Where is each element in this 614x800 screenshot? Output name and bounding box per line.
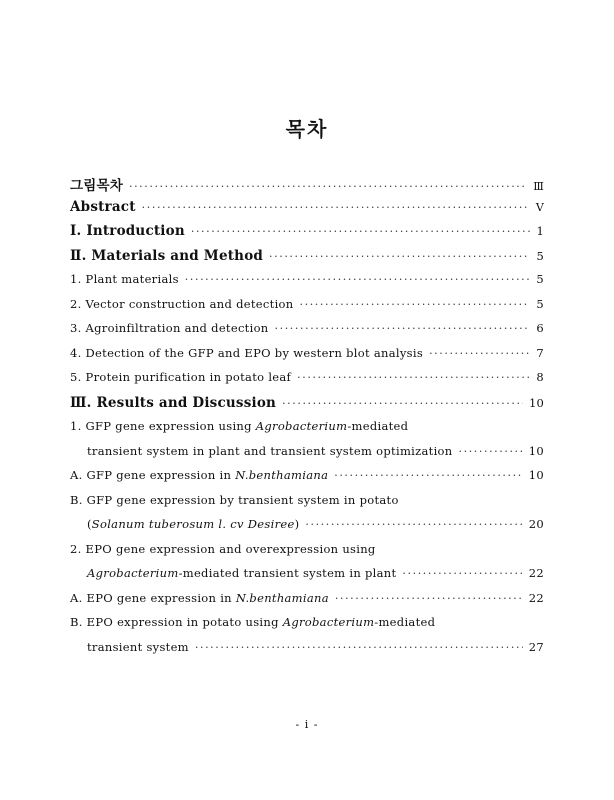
dot-leader bbox=[297, 371, 530, 384]
table-of-contents bbox=[70, 174, 544, 664]
toc-entry-epo-expression-line1[interactable] bbox=[70, 542, 544, 567]
toc-entry-gfp-nbenthamiana[interactable] bbox=[70, 468, 544, 493]
toc-entry-results-discussion[interactable] bbox=[70, 395, 544, 420]
dot-leader bbox=[305, 518, 522, 531]
dot-leader bbox=[282, 397, 523, 410]
dot-leader bbox=[142, 201, 530, 214]
toc-entry-label: 3. Agroinfiltration and detection bbox=[70, 321, 269, 335]
dot-leader bbox=[185, 273, 531, 286]
toc-entry-plant-materials[interactable] bbox=[70, 272, 544, 297]
toc-entry-label: 4. Detection of the GFP and EPO by western blot analysis bbox=[70, 345, 424, 360]
toc-entry-figure-list[interactable] bbox=[70, 174, 544, 199]
dot-leader bbox=[334, 469, 523, 482]
toc-entry-gfp-expression-line1[interactable] bbox=[70, 419, 544, 444]
dot-leader bbox=[129, 180, 527, 193]
dot-leader bbox=[429, 347, 530, 360]
toc-page-number: 20 bbox=[528, 517, 544, 531]
toc-entry-label: B. GFP gene expression by transient system in potato bbox=[70, 492, 399, 507]
dot-leader bbox=[195, 641, 523, 654]
toc-entry-label: Abstract bbox=[70, 198, 136, 215]
dot-leader bbox=[269, 250, 530, 263]
toc-entry-label: 1. GFP gene expression using Agrobacterium-mediated bbox=[70, 419, 409, 433]
toc-page-number: 8 bbox=[536, 370, 544, 384]
toc-entry-materials-method[interactable] bbox=[70, 248, 544, 273]
toc-entry-label: 1. Plant materials bbox=[70, 272, 179, 286]
toc-page-number: 1 bbox=[536, 224, 544, 238]
dot-leader bbox=[335, 592, 523, 605]
toc-entry-epo-nbenthamiana[interactable] bbox=[70, 591, 544, 616]
toc-page-number: 5 bbox=[536, 248, 544, 263]
toc-entry-abstract[interactable] bbox=[70, 199, 544, 224]
toc-page-number: 27 bbox=[528, 639, 544, 654]
toc-entry-label: 2. Vector construction and detection bbox=[70, 296, 294, 311]
dot-leader bbox=[402, 567, 522, 580]
toc-page-number: Ⅲ bbox=[533, 180, 544, 193]
toc-entry-label: A. EPO gene expression in N.benthamiana bbox=[70, 590, 329, 605]
toc-entry-label: transient system in plant and transient system optimization bbox=[87, 443, 453, 458]
toc-entry-western-blot[interactable] bbox=[70, 346, 544, 371]
toc-page-number: 7 bbox=[536, 345, 544, 360]
toc-page-number: 10 bbox=[528, 395, 544, 410]
toc-entry-label: transient system bbox=[87, 639, 189, 654]
toc-entry-label: Ⅰ. Introduction bbox=[70, 223, 185, 239]
toc-entry-label: 2. EPO gene expression and overexpression using bbox=[70, 541, 376, 556]
toc-entry-vector-construction[interactable] bbox=[70, 297, 544, 322]
toc-entry-label: Ⅲ. Results and Discussion bbox=[70, 394, 277, 411]
toc-page-number: 10 bbox=[528, 443, 544, 458]
toc-entry-label: Agrobacterium-mediated transient system in plant bbox=[87, 566, 397, 580]
dot-leader bbox=[459, 445, 523, 458]
page-title: 목차 bbox=[285, 117, 329, 141]
toc-entry-label: (Solanum tuberosum l. cv Desiree) bbox=[87, 517, 300, 531]
toc-page-number: 22 bbox=[528, 566, 544, 580]
toc-page-number: 10 bbox=[528, 468, 544, 482]
toc-entry-gfp-expression-line2[interactable] bbox=[70, 444, 544, 469]
toc-entry-gfp-potato-line2[interactable] bbox=[70, 517, 544, 542]
toc-entry-epo-potato-line2[interactable] bbox=[70, 640, 544, 665]
toc-page-number: Ⅴ bbox=[535, 200, 544, 214]
toc-entry-label: 5. Protein purification in potato leaf bbox=[70, 370, 292, 384]
toc-entry-protein-purification[interactable] bbox=[70, 370, 544, 395]
toc-page-number: 6 bbox=[536, 321, 544, 335]
toc-entry-agroinfiltration[interactable] bbox=[70, 321, 544, 346]
toc-page-number: 5 bbox=[536, 296, 544, 311]
dot-leader bbox=[275, 322, 531, 335]
toc-page-number: 5 bbox=[536, 272, 544, 286]
page-footer-number: - ⅰ - bbox=[295, 718, 319, 731]
toc-page-number: 22 bbox=[528, 590, 544, 605]
toc-entry-epo-potato-line1[interactable] bbox=[70, 615, 544, 640]
dot-leader bbox=[191, 225, 531, 238]
toc-entry-introduction[interactable] bbox=[70, 223, 544, 248]
toc-entry-label: Ⅱ. Materials and Method bbox=[70, 247, 264, 264]
toc-entry-epo-expression-line2[interactable] bbox=[70, 566, 544, 591]
toc-entry-label: 그림목차 bbox=[70, 178, 123, 194]
toc-entry-label: B. EPO expression in potato using Agrobacterium-mediated bbox=[70, 615, 436, 629]
dot-leader bbox=[300, 298, 531, 311]
toc-entry-label: A. GFP gene expression in N.benthamiana bbox=[70, 468, 329, 482]
toc-entry-gfp-potato-line1[interactable] bbox=[70, 493, 544, 518]
